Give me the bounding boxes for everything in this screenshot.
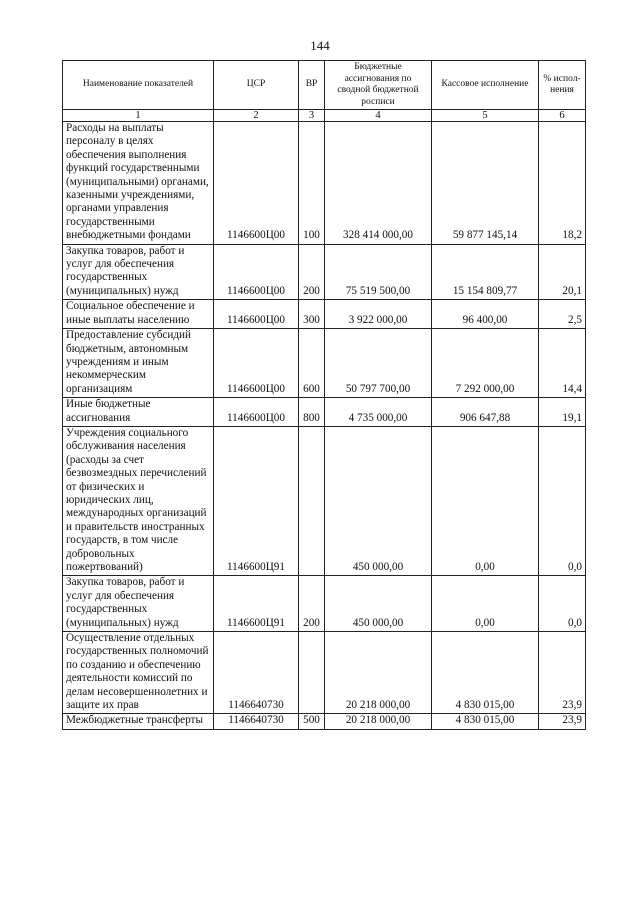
row-cash: 0,00 <box>432 576 539 632</box>
row-cash: 7 292 000,00 <box>432 329 539 398</box>
row-vr <box>299 426 325 575</box>
row-name: Учреждения социального обслуживания населения (расходы за счет безвозмездных перечислений от физических и юридических лиц, международных организаций и правительств иностранных государств, в том числе добровольных пожертвований) <box>63 426 214 575</box>
header-budget: Бюджетные ассигнования по сводной бюджетной росписи <box>325 61 432 110</box>
row-vr: 600 <box>299 329 325 398</box>
table-header-row <box>63 61 586 110</box>
row-cash: 96 400,00 <box>432 300 539 329</box>
row-pct: 23,9 <box>539 714 586 729</box>
table-row <box>63 426 586 575</box>
row-pct: 0,0 <box>539 426 586 575</box>
row-csr: 1146600Ц91 <box>214 576 299 632</box>
row-name: Закупка товаров, работ и услуг для обеспечения государственных (муниципальных) нужд <box>63 576 214 632</box>
row-csr: 1146640730 <box>214 632 299 714</box>
budget-execution-table <box>62 60 586 730</box>
page-number: 144 <box>310 38 330 53</box>
row-csr: 1146600Ц00 <box>214 398 299 427</box>
row-pct: 2,5 <box>539 300 586 329</box>
row-name: Межбюджетные трансферты <box>63 714 214 729</box>
column-number: 2 <box>214 110 299 122</box>
row-cash: 59 877 145,14 <box>432 122 539 245</box>
row-cash: 4 830 015,00 <box>432 632 539 714</box>
row-budget: 75 519 500,00 <box>325 244 432 300</box>
row-vr: 200 <box>299 244 325 300</box>
row-name: Социальное обеспечение и иные выплаты населению <box>63 300 214 329</box>
row-vr: 500 <box>299 714 325 729</box>
header-name: Наименование показателей <box>63 61 214 110</box>
row-pct: 19,1 <box>539 398 586 427</box>
row-cash: 4 830 015,00 <box>432 714 539 729</box>
row-name: Иные бюджетные ассигнования <box>63 398 214 427</box>
row-vr: 300 <box>299 300 325 329</box>
row-name: Осуществление отдельных государственных полномочий по созданию и обеспечению деятельности комиссий по делам несовершеннолетних и защите их прав <box>63 632 214 714</box>
row-name: Расходы на выплаты персоналу в целях обеспечения выполнения функций государственными (муниципальными) органами, казенными учреждениями, органами управления государственными внебюджетными фондами <box>63 122 214 245</box>
header-csr: ЦСР <box>214 61 299 110</box>
table-row <box>63 632 586 714</box>
row-name: Предоставление субсидий бюджетным, автономным учреждениям и иным некоммерческим организациям <box>63 329 214 398</box>
row-budget: 328 414 000,00 <box>325 122 432 245</box>
row-pct: 0,0 <box>539 576 586 632</box>
table-row <box>63 398 586 427</box>
header-pct: % испол-нения <box>539 61 586 110</box>
column-number: 4 <box>325 110 432 122</box>
column-number: 1 <box>63 110 214 122</box>
table-row <box>63 244 586 300</box>
row-pct: 14,4 <box>539 329 586 398</box>
row-budget: 50 797 700,00 <box>325 329 432 398</box>
row-vr: 800 <box>299 398 325 427</box>
row-pct: 23,9 <box>539 632 586 714</box>
row-budget: 20 218 000,00 <box>325 714 432 729</box>
row-cash: 906 647,88 <box>432 398 539 427</box>
row-vr: 100 <box>299 122 325 245</box>
header-cash: Кассовое исполнение <box>432 61 539 110</box>
column-number: 5 <box>432 110 539 122</box>
row-csr: 1146600Ц00 <box>214 244 299 300</box>
row-csr: 1146600Ц00 <box>214 329 299 398</box>
row-budget: 450 000,00 <box>325 576 432 632</box>
column-number: 3 <box>299 110 325 122</box>
table-row <box>63 122 586 245</box>
row-cash: 0,00 <box>432 426 539 575</box>
row-pct: 20,1 <box>539 244 586 300</box>
row-budget: 20 218 000,00 <box>325 632 432 714</box>
row-pct: 18,2 <box>539 122 586 245</box>
table-row <box>63 714 586 729</box>
column-number: 6 <box>539 110 586 122</box>
table-row <box>63 576 586 632</box>
row-csr: 1146600Ц91 <box>214 426 299 575</box>
header-vr: ВР <box>299 61 325 110</box>
row-csr: 1146640730 <box>214 714 299 729</box>
row-budget: 450 000,00 <box>325 426 432 575</box>
table-row <box>63 300 586 329</box>
row-cash: 15 154 809,77 <box>432 244 539 300</box>
row-name: Закупка товаров, работ и услуг для обеспечения государственных (муниципальных) нужд <box>63 244 214 300</box>
row-csr: 1146600Ц00 <box>214 300 299 329</box>
table-row <box>63 329 586 398</box>
column-number-row <box>63 110 586 122</box>
row-vr: 200 <box>299 576 325 632</box>
row-budget: 3 922 000,00 <box>325 300 432 329</box>
row-vr <box>299 632 325 714</box>
row-budget: 4 735 000,00 <box>325 398 432 427</box>
row-csr: 1146600Ц00 <box>214 122 299 245</box>
